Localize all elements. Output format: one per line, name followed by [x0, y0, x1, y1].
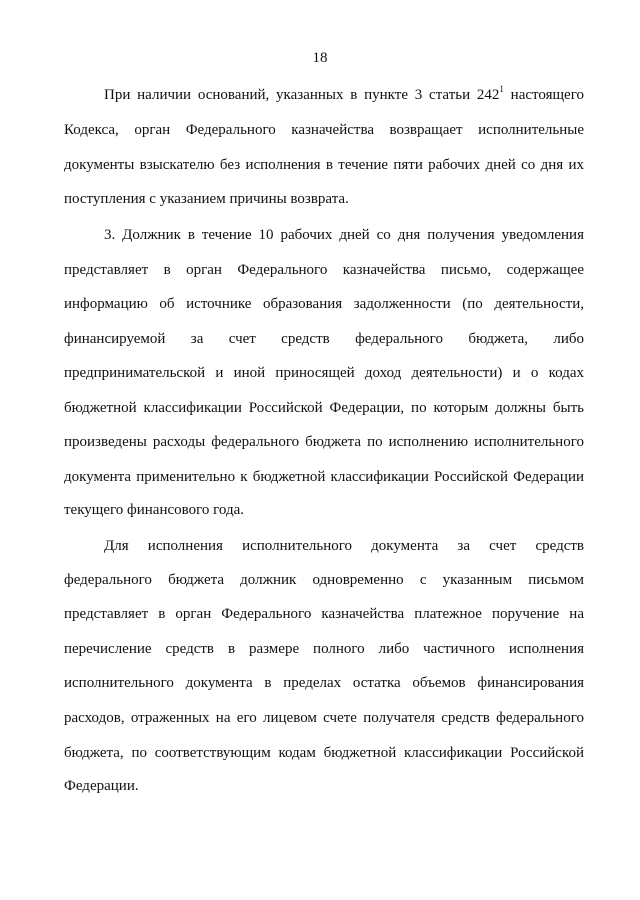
text-line: федерального бюджета должник одновременно с указанным письмом [64, 572, 584, 588]
text-line: бюджета, по соответствующим кодам бюджетной классификации Российской [64, 745, 584, 761]
text-line: представляет в орган Федерального казначейства письмо, содержащее [64, 262, 584, 278]
text-fragment: настоящего [503, 87, 584, 103]
text-line: текущего финансового года. [64, 502, 245, 518]
page-number: 18 [312, 50, 328, 66]
text-line: документы взыскателю без исполнения в течение пяти рабочих дней со дня их [64, 157, 584, 173]
text-line: исполнительного документа в пределах остатка объемов финансирования [64, 675, 584, 691]
text-fragment: При наличии оснований, указанных в пункте 3 статьи 242 [104, 87, 500, 103]
text-line: 3. Должник в течение 10 рабочих дней со дня получения уведомления [104, 227, 584, 243]
text-line [104, 84, 584, 106]
text-line: документа применительно к бюджетной классификации Российской Федерации [64, 469, 584, 485]
text-line: бюджетной классификации Российской Федерации, по которым должны быть [64, 400, 584, 416]
text-line: Федерации. [64, 778, 139, 794]
text-line: Для исполнения исполнительного документа за счет средств [104, 538, 584, 554]
text-line: поступления с указанием причины возврата. [64, 191, 349, 207]
text-line: расходов, отраженных на его лицевом счете получателя средств федерального [64, 710, 584, 726]
text-line: Кодекса, орган Федерального казначейства возвращает исполнительные [64, 122, 584, 138]
text-line: предпринимательской и иной приносящей доход деятельности) и о кодах [64, 365, 584, 381]
text-line: информацию об источнике образования задолженности (по деятельности, [64, 296, 584, 312]
text-line: произведены расходы федерального бюджета по исполнению исполнительного [64, 434, 584, 450]
text-line: финансируемой за счет средств федерального бюджета, либо [64, 331, 584, 347]
superscript: 1 [499, 84, 504, 94]
text-line: перечисление средств в размере полного либо частичного исполнения [64, 641, 584, 657]
text-line: представляет в орган Федерального казначейства платежное поручение на [64, 606, 584, 622]
